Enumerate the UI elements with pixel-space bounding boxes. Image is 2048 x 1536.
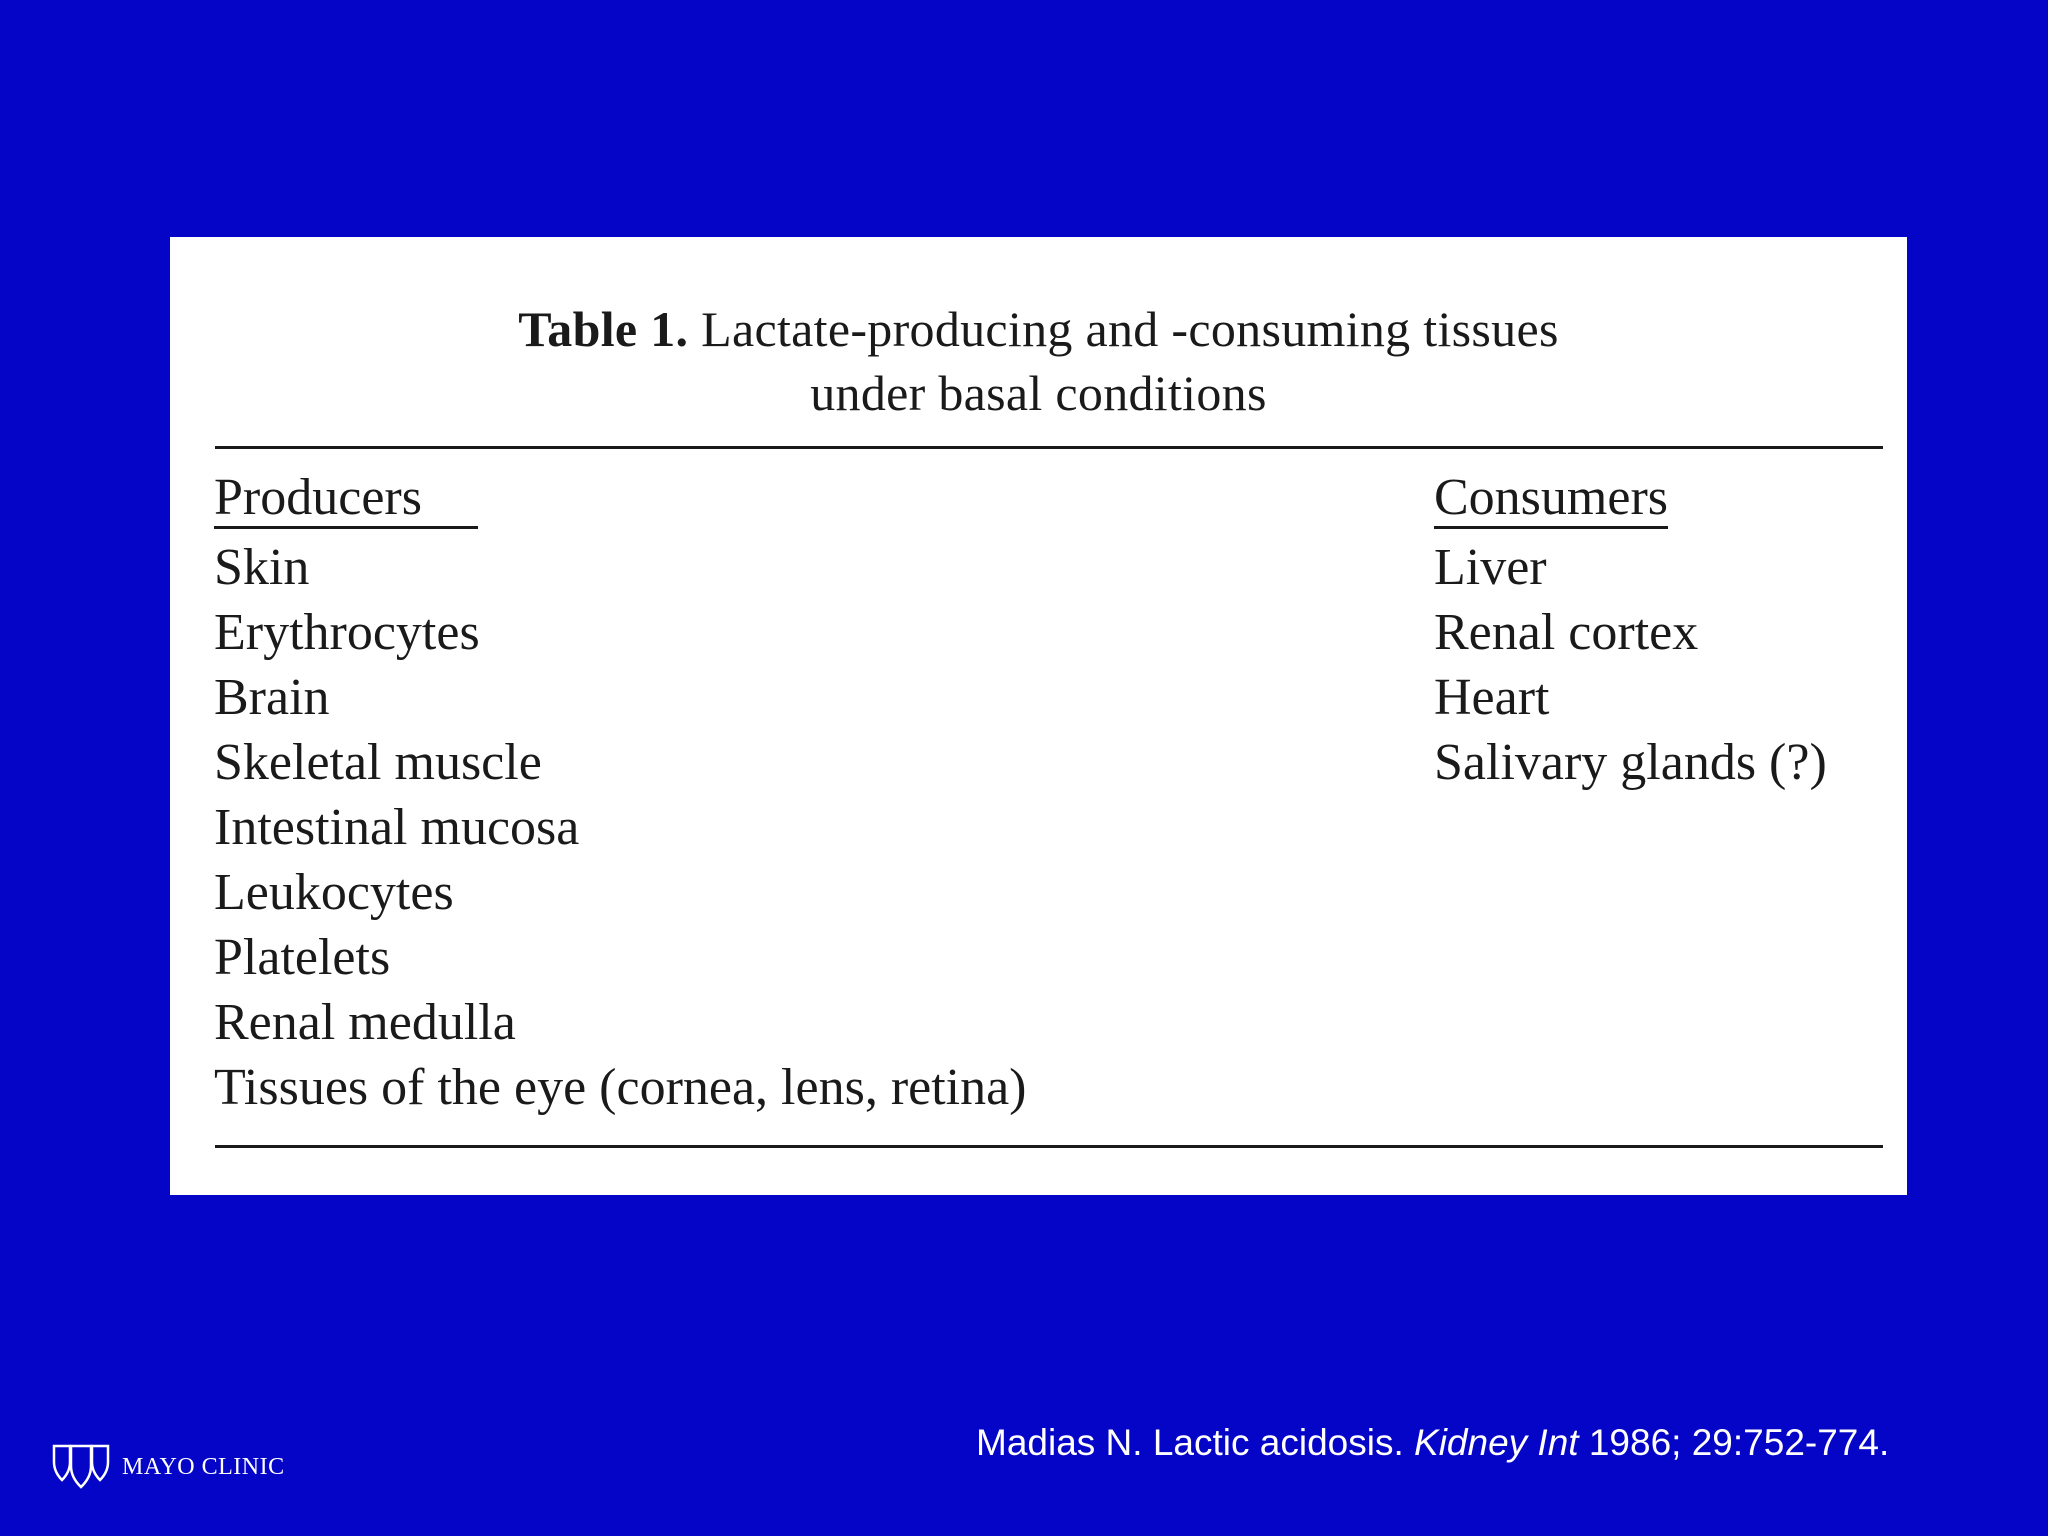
list-item: Brain [214,669,330,726]
mayo-shield-icon [50,1440,112,1495]
producers-column [214,465,1027,1120]
consumers-header: Consumers [1434,470,1668,529]
list-item: Salivary glands (?) [1434,734,1827,791]
producers-header: Producers [214,470,478,529]
mayo-clinic-logo [50,1440,285,1495]
list-item: Tissues of the eye (cornea, lens, retina) [214,1059,1027,1116]
table-title-line1: Lactate-producing and -consuming tissues [701,301,1559,357]
citation-journal: Kidney Int [1414,1422,1579,1463]
list-item: Skin [214,539,310,596]
list-item: Liver [1434,539,1547,596]
list-item: Platelets [214,929,391,986]
list-item: Heart [1434,669,1550,726]
citation [976,1422,1889,1464]
consumers-column [1434,465,1827,795]
list-item: Intestinal mucosa [214,799,580,856]
citation-prefix: Madias N. Lactic acidosis. [976,1422,1415,1463]
list-item: Renal cortex [1434,604,1699,661]
table-image [170,237,1907,1195]
table-title [170,297,1907,425]
table-title-line2: under basal conditions [810,365,1267,421]
table-label: Table 1. [518,301,689,357]
citation-suffix: 1986; 29:752-774. [1578,1422,1890,1463]
list-item: Erythrocytes [214,604,480,661]
table-top-rule [215,446,1883,449]
list-item: Skeletal muscle [214,734,542,791]
list-item: Renal medulla [214,994,516,1051]
list-item: Leukocytes [214,864,454,921]
table-bottom-rule [215,1145,1883,1148]
logo-text: MAYO CLINIC [122,1454,285,1480]
